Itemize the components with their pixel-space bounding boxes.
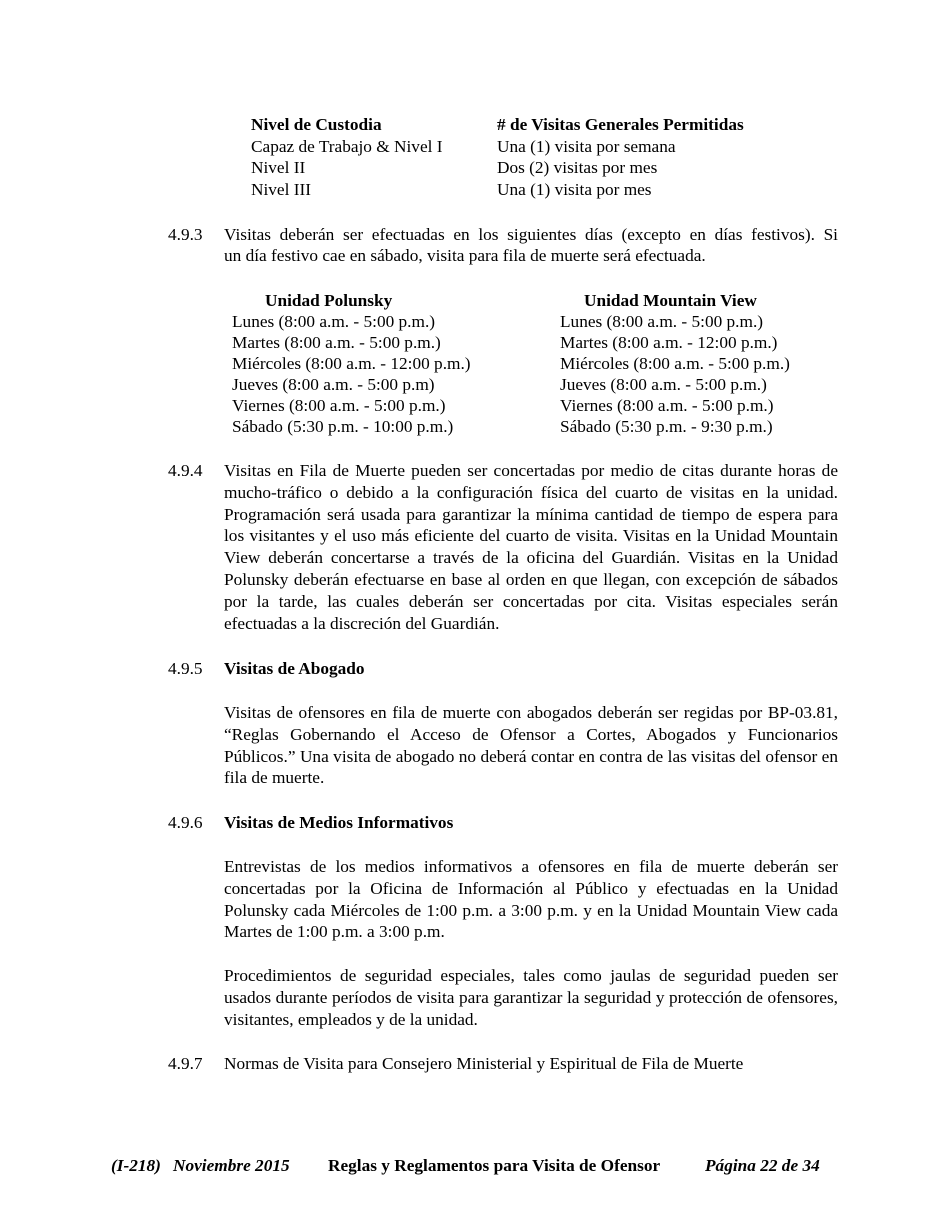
custody-cell: Dos (2) visitas por mes	[497, 158, 658, 177]
section-paragraph: Procedimientos de seguridad especiales, tales como jaulas de seguridad pueden ser usados durante períodos de visita para garantizar la seguridad y protección de ofensores, visitantes, empleados y de la unidad.	[224, 966, 838, 1029]
schedule-item: Miércoles (8:00 a.m. - 5:00 p.m.)	[560, 354, 790, 373]
schedule-item: Jueves (8:00 a.m. - 5:00 p.m.)	[560, 375, 767, 394]
custody-cell: Una (1) visita por semana	[497, 137, 676, 156]
schedule-item: Sábado (5:30 p.m. - 9:30 p.m.)	[560, 417, 773, 436]
custody-cell: Nivel II	[251, 158, 306, 177]
section-title: Visitas de Medios Informativos	[224, 813, 454, 832]
schedule-item: Jueves (8:00 a.m. - 5:00 p.m)	[232, 375, 435, 394]
section-number: 4.9.3	[168, 225, 203, 244]
section-paragraph: Visitas de ofensores en fila de muerte con abogados deberán ser regidas por BP-03.81, “Reglas Gobernando el Acceso de Ofensor a Cortes, Abogados y Funcionarios Públicos.” Una visita de abogado no deberá contar en contra de las visitas del ofensor en fila de muerte.	[224, 703, 838, 788]
section-paragraph: Entrevistas de los medios informativos a ofensores en fila de muerte deberán ser concertadas por la Oficina de Información al Público y efectuadas en la Unidad Polunsky cada Miércoles de 1:00 p.m. a 3:00 p.m. y en la Unidad Mountain View cada Martes de 1:00 p.m. a 3:00 p.m.	[224, 857, 838, 942]
section-number: 4.9.5	[168, 659, 203, 678]
schedule-item: Viernes (8:00 a.m. - 5:00 p.m.)	[560, 396, 774, 415]
section-title: Normas de Visita para Consejero Ministerial y Espiritual de Fila de Muerte	[224, 1054, 744, 1073]
custody-cell: Nivel III	[251, 180, 311, 199]
custody-header-level: Nivel de Custodia	[251, 115, 382, 134]
section-title: Visitas de Abogado	[224, 659, 365, 678]
custody-cell: Una (1) visita por mes	[497, 180, 652, 199]
schedule-item: Sábado (5:30 p.m. - 10:00 p.m.)	[232, 417, 454, 436]
footer-date: Noviembre 2015	[173, 1156, 290, 1175]
schedule-item: Viernes (8:00 a.m. - 5:00 p.m.)	[232, 396, 446, 415]
schedule-item: Miércoles (8:00 a.m. - 12:00 p.m.)	[232, 354, 471, 373]
schedule-item: Martes (8:00 a.m. - 5:00 p.m.)	[232, 333, 441, 352]
schedule-title: Unidad Mountain View	[584, 291, 757, 310]
section-text-line: Visitas deberán ser efectuadas en los siguientes días (excepto en días festivos). Si	[224, 225, 838, 244]
schedule-title: Unidad Polunsky	[265, 291, 393, 310]
section-number: 4.9.6	[168, 813, 203, 832]
schedule-item: Martes (8:00 a.m. - 12:00 p.m.)	[560, 333, 778, 352]
schedule-item: Lunes (8:00 a.m. - 5:00 p.m.)	[560, 312, 764, 331]
section-number: 4.9.7	[168, 1054, 203, 1073]
schedule-item: Lunes (8:00 a.m. - 5:00 p.m.)	[232, 312, 436, 331]
section-paragraph: Visitas en Fila de Muerte pueden ser concertadas por medio de citas durante horas de mucho-tráfico o debido a la configuración física del cuarto de visitas en la unidad. Programación será usada para garantizar la mínima cantidad de tiempo de espera para los visitantes y el uso más eficiente del cuarto de visita. Visitas en la Unidad Mountain View deberán concertarse a través de la oficina del Guardián. Visitas en la Unidad Polunsky deberán efectuarse en base al orden en que llegan, con excepción de sábados por la tarde, las cuales deberán ser concertadas por cita. Visitas especiales serán efectuadas a la discreción del Guardián.	[224, 461, 838, 633]
footer-doc-id: (I-218)	[111, 1156, 161, 1175]
footer-title: Reglas y Reglamentos para Visita de Ofensor	[328, 1156, 661, 1175]
footer-page-number: Página 22 de 34	[705, 1156, 820, 1175]
custody-header-visits: # de Visitas Generales Permitidas	[497, 115, 744, 134]
section-text-line: un día festivo cae en sábado, visita para fila de muerte será efectuada.	[224, 246, 706, 265]
custody-cell: Capaz de Trabajo & Nivel I	[251, 137, 443, 156]
section-number: 4.9.4	[168, 461, 203, 480]
